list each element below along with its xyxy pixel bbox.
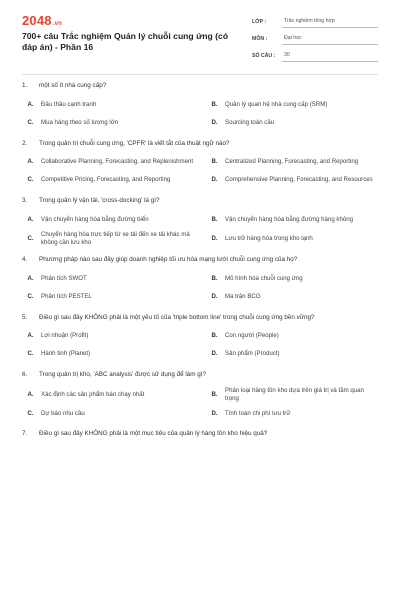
answer-option[interactable] [206, 290, 378, 305]
answer-options [22, 272, 378, 305]
option-text: Phân tích PESTEL [41, 292, 92, 300]
question-number: 6. [22, 371, 28, 379]
answer-option[interactable] [206, 387, 378, 404]
option-text: Mô hình hóa chuỗi cung ứng [225, 274, 303, 282]
question-number: 3. [22, 197, 28, 204]
option-letter: D. [211, 350, 218, 358]
option-text: Vận chuyển hàng hóa bằng đường hàng không [225, 215, 354, 223]
question-text [22, 197, 378, 206]
question-prompt: một số ít nhà cung cấp? [39, 82, 107, 89]
option-letter: A. [27, 100, 34, 108]
document-meta [252, 13, 378, 64]
question-item [22, 430, 378, 439]
option-text: Sourcing toàn cầu [225, 118, 275, 126]
option-letter: A. [27, 215, 34, 223]
option-text: Comprehensive Planning, Forecasting, and Resources [225, 176, 373, 184]
document-title: 700+ câu Trắc nghiệm Quản lý chuỗi cung ứng (có đáp án) - Phần 16 [22, 31, 229, 52]
answer-option[interactable] [22, 155, 194, 170]
option-letter: D. [211, 176, 218, 184]
option-letter: A. [27, 274, 34, 282]
answer-option[interactable] [22, 231, 194, 248]
meta-label: LỚP : [252, 19, 267, 25]
question-prompt: Điều gì sau đây KHÔNG phải là một mục tiêu của quản lý hàng tồn kho hiệu quả? [39, 430, 268, 438]
meta-value: 30 [282, 52, 378, 62]
answer-option[interactable] [22, 173, 194, 188]
option-letter: B. [211, 215, 218, 223]
site-logo[interactable] [22, 13, 62, 28]
option-text: Dự báo nhu cầu [41, 409, 85, 417]
question-text [22, 314, 378, 323]
question-number: 1. [22, 82, 28, 89]
option-text: Collaborative Planning, Forecasting, and Replenishment [41, 158, 194, 166]
answer-option[interactable] [22, 98, 194, 113]
option-text: Lưu trữ hàng hóa trong kho lạnh [225, 234, 313, 242]
option-text: Quản lý quan hệ nhà cung cấp (SRM) [225, 100, 328, 108]
meta-row-subject [252, 30, 378, 45]
question-text [22, 82, 378, 91]
option-letter: C. [27, 118, 34, 126]
meta-value: Trắc nghiệm tổng hợp [282, 18, 378, 28]
option-letter: D. [211, 409, 218, 417]
question-prompt: Trong quản trị kho, 'ABC analysis' được sử dụng để làm gì? [39, 371, 206, 379]
question-item [22, 82, 378, 131]
question-number: 7. [22, 430, 28, 438]
option-text: Phân loại hàng tồn kho dựa trên giá trị và tầm quan trọng [225, 386, 364, 402]
meta-label: MÔN : [252, 36, 268, 42]
option-text: Hành tinh (Planet) [41, 350, 91, 358]
option-letter: D. [211, 292, 218, 300]
answer-options [22, 98, 378, 131]
option-letter: C. [27, 292, 34, 300]
answer-option[interactable] [22, 213, 194, 228]
option-letter: B. [211, 332, 218, 340]
question-text [22, 256, 378, 265]
answer-option[interactable] [22, 272, 194, 287]
question-number: 4. [22, 256, 28, 264]
answer-options [22, 329, 378, 362]
logo-sub-text: .vn [52, 21, 63, 27]
option-letter: B. [211, 100, 218, 108]
option-text: Đấu thầu cạnh tranh [41, 100, 97, 108]
answer-option[interactable] [22, 406, 194, 421]
answer-options [22, 387, 378, 422]
question-number: 5. [22, 313, 28, 321]
option-letter: D. [211, 234, 218, 242]
option-letter: A. [27, 390, 34, 398]
option-letter: C. [27, 176, 34, 184]
answer-option[interactable] [206, 155, 378, 170]
meta-row-question-count [252, 47, 378, 62]
answer-option[interactable] [206, 272, 378, 287]
question-prompt: Trong quản trị chuỗi cung ứng, 'CPFR' là viết tắt của thuật ngữ nào? [39, 139, 230, 147]
answer-option[interactable] [206, 231, 378, 248]
option-text: Competitive Pricing, Forecasting, and Reporting [41, 176, 171, 184]
question-item [22, 371, 378, 421]
header-divider [22, 74, 378, 75]
option-letter: C. [27, 350, 34, 358]
meta-row-class [252, 13, 378, 28]
question-prompt: Điều gì sau đây KHÔNG phải là một yếu tố của 'triple bottom line' trong chuỗi cung ứng bền vững? [39, 313, 315, 321]
option-letter: C. [27, 409, 34, 417]
answer-option[interactable] [22, 329, 194, 344]
question-text [22, 140, 378, 149]
answer-option[interactable] [206, 213, 378, 228]
option-letter: B. [211, 390, 218, 398]
answer-option[interactable] [22, 290, 194, 305]
answer-option[interactable] [206, 116, 378, 131]
option-text: Mua hàng theo số lượng lớn [41, 118, 119, 126]
option-letter: B. [211, 274, 218, 282]
answer-option[interactable] [206, 173, 378, 188]
question-item [22, 256, 378, 305]
option-text: Vận chuyển hàng hóa bằng đường biển [41, 215, 149, 223]
logo-main-text: 2048 [22, 13, 52, 28]
option-letter: A. [27, 332, 34, 340]
answer-options [22, 155, 378, 188]
question-list [22, 82, 378, 448]
answer-option[interactable] [206, 329, 378, 344]
question-text [22, 430, 378, 439]
answer-option[interactable] [206, 98, 378, 113]
question-number: 2. [22, 139, 28, 147]
page-header [0, 0, 400, 66]
option-text: Con người (People) [225, 332, 279, 340]
option-letter: C. [27, 234, 34, 242]
answer-options [22, 213, 378, 248]
question-item [22, 314, 378, 363]
option-letter: A. [27, 158, 34, 166]
option-text: Lợi nhuận (Profit) [41, 332, 89, 340]
question-text [22, 371, 378, 380]
answer-option[interactable] [22, 116, 194, 131]
option-text: Centralized Planning, Forecasting, and Reporting [225, 158, 359, 166]
option-text: Tính toán chi phí lưu trữ [225, 409, 291, 417]
option-letter: B. [211, 158, 218, 166]
meta-label: SỐ CÂU : [252, 53, 276, 59]
question-prompt: Trong quản lý vận tải, 'cross-docking' là gì? [39, 197, 160, 204]
option-text: Phân tích SWOT [41, 274, 87, 282]
option-letter: D. [211, 118, 218, 126]
meta-value: Đại học [282, 35, 378, 45]
answer-option[interactable] [206, 406, 378, 421]
question-prompt: Phương pháp nào sau đây giúp doanh nghiệp tối ưu hóa mạng lưới chuỗi cung ứng của họ? [39, 256, 298, 264]
answer-option[interactable] [22, 347, 194, 362]
option-text: Chuyển hàng hóa trực tiếp từ xe tải đến xe tải khác mà không cần lưu kho [41, 230, 190, 246]
answer-option[interactable] [206, 347, 378, 362]
question-item [22, 197, 378, 247]
option-text: Sản phẩm (Product) [225, 350, 280, 358]
question-item [22, 140, 378, 189]
option-text: Xác định các sản phẩm bán chạy nhất [41, 390, 145, 398]
option-text: Ma trận BCG [225, 292, 261, 300]
answer-option[interactable] [22, 387, 194, 404]
